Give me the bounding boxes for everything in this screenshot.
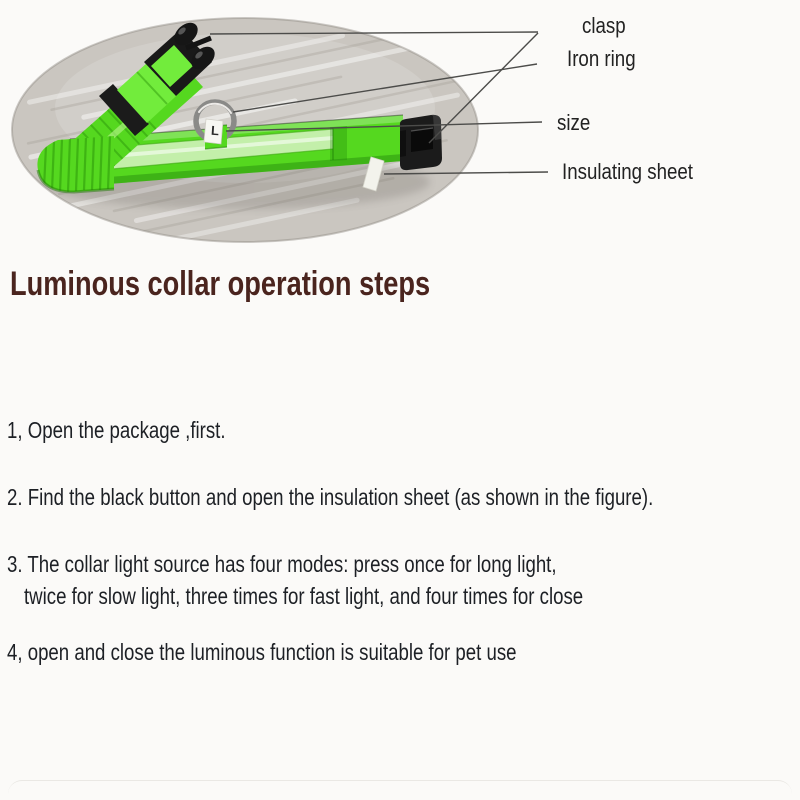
step-2: 2. Find the black button and open the insulation sheet (as shown in the figure). [7, 484, 654, 510]
step-1: 1, Open the package ,first. [7, 417, 226, 443]
collar-photo-illustration [0, 0, 800, 262]
label-iron-ring: Iron ring [567, 46, 636, 71]
label-size: size [557, 110, 591, 135]
step-4: 4, open and close the luminous function is suitable for pet use [7, 639, 517, 665]
label-insulating-sheet: Insulating sheet [562, 159, 693, 184]
step-3-line-2: twice for slow light, three times for fast light, and four times for close [24, 583, 584, 609]
card-edge [8, 780, 792, 800]
black-button-buckle [400, 115, 442, 170]
size-tag-letter: L [210, 122, 220, 139]
step-3-line-1: 3. The collar light source has four modes: press once for long light, [7, 551, 557, 577]
label-clasp: clasp [582, 13, 626, 38]
page-title: Luminous collar operation steps [10, 265, 431, 303]
